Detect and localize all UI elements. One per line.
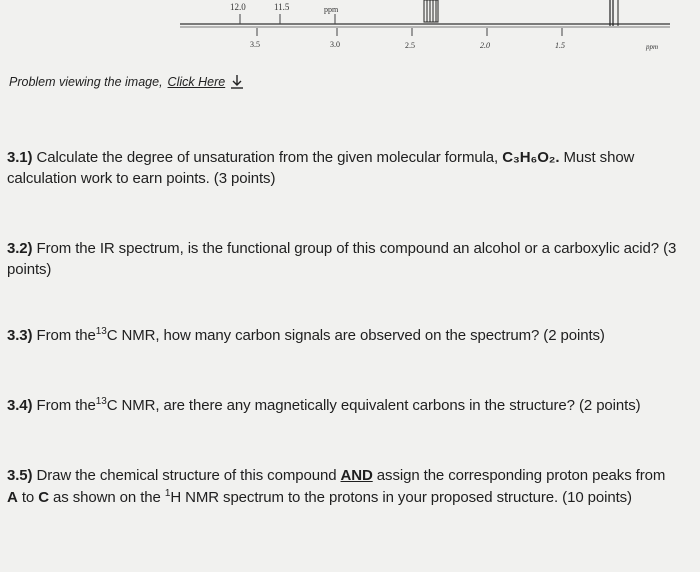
question-text-middle2: as shown on the: [53, 489, 161, 506]
nmr-spectrum-strip: [150, 0, 670, 62]
question-number: 3.5): [7, 467, 33, 484]
question-text-continued: C NMR, how many carbon signals are observed on the spectrum? (2 points): [106, 327, 605, 344]
lower-tick-2-0: 2.0: [480, 41, 490, 50]
click-here-link[interactable]: Click Here: [167, 75, 226, 89]
peak-label-a: A: [7, 489, 18, 506]
question-text-continued: H NMR spectrum to the protons in your proposed structure. (10 points): [170, 489, 632, 506]
to-word: to: [21, 489, 35, 506]
question-3-3: [7, 325, 697, 346]
problem-viewing-notice: [9, 74, 244, 90]
question-number: 3.2): [7, 240, 33, 257]
question-text-middle: assign the corresponding proton peaks from: [376, 467, 666, 484]
question-number: 3.3): [7, 327, 33, 344]
question-text: From the: [36, 327, 96, 344]
question-3-2: [7, 238, 687, 280]
upper-tick-12-0: 12.0: [230, 2, 246, 12]
peak-label-c: C: [38, 489, 49, 506]
download-arrow-icon[interactable]: [230, 74, 244, 90]
question-3-5: [7, 465, 672, 509]
lower-tick-1-5: 1.5: [555, 41, 565, 50]
question-number: 3.4): [7, 397, 33, 414]
problem-viewing-text: Problem viewing the image,: [9, 75, 163, 89]
question-text-continued: Must show calculation work to earn points. (3 points): [7, 149, 635, 187]
question-number: 3.1): [7, 149, 33, 166]
lower-tick-3-0: 3.0: [330, 40, 340, 49]
question-text: Draw the chemical structure of this compound: [36, 467, 337, 484]
question-3-1: [7, 147, 687, 189]
upper-ppm-label: ppm: [324, 5, 339, 14]
upper-tick-11-5: 11.5: [274, 2, 290, 12]
lower-tick-3-5: 3.5: [250, 40, 260, 49]
isotope-superscript: 13: [95, 326, 107, 337]
question-text: Calculate the degree of unsaturation from the given molecular formula,: [36, 149, 499, 166]
molecular-formula: C₃H₆O₂.: [502, 149, 560, 166]
question-text: From the IR spectrum, is the functional group of this compound an alcohol or a carboxylic acid? (3 points): [7, 240, 677, 278]
lower-tick-2-5: 2.5: [405, 41, 415, 50]
isotope-superscript: 1: [164, 488, 171, 499]
emphasis-and: AND: [340, 467, 373, 484]
question-3-4: [7, 395, 697, 416]
isotope-superscript: 13: [95, 396, 107, 407]
question-text-continued: C NMR, are there any magnetically equivalent carbons in the structure? (2 points): [106, 397, 641, 414]
lower-ppm-label: ppm: [646, 43, 659, 51]
question-text: From the: [36, 397, 96, 414]
